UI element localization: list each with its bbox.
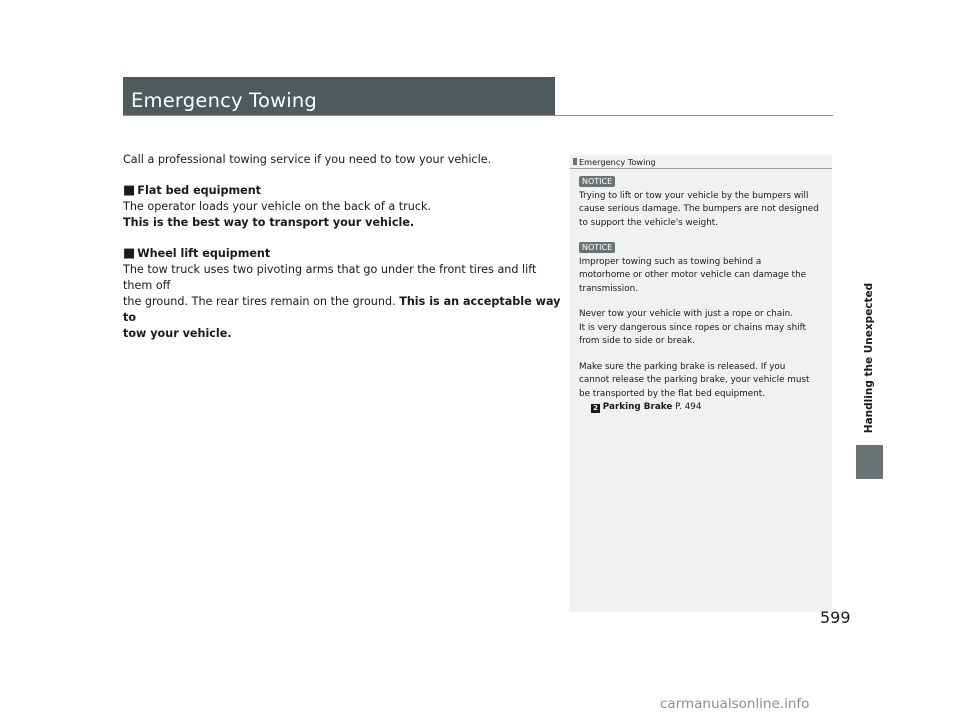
- cross-reference-link[interactable]: [579, 401, 829, 415]
- flat-bed-text: The operator loads your vehicle on the back of a truck.: [123, 200, 432, 213]
- page-number: 599: [820, 608, 851, 627]
- para1-line: Never tow your vehicle with just a rope or chain.: [579, 309, 794, 319]
- notice1-line: Trying to lift or tow your vehicle by the bumpers will: [579, 190, 809, 201]
- para2-line: be transported by the flat bed equipment.: [579, 388, 766, 399]
- page-title-bar: [123, 77, 555, 115]
- notice2-line: Improper towing such as towing behind a: [579, 256, 762, 267]
- watermark-text: carmanualsonline.info: [660, 696, 810, 712]
- wheel-lift-bold-line3: tow your vehicle.: [123, 327, 232, 340]
- intro-text: Call a professional towing service if you need to tow your vehicle.: [123, 153, 492, 166]
- section-heading-wheel-lift: ■ Wheel lift equipment: [123, 246, 271, 261]
- notice1-line: cause serious damage. The bumpers are not designed: [579, 204, 819, 214]
- notice-badge: NOTICE: [579, 242, 615, 253]
- para2-line: Make sure the parking brake is released. If you: [579, 361, 786, 372]
- reference-arrow-icon: 2: [591, 404, 600, 413]
- reference-page: P. 494: [675, 402, 702, 412]
- square-bullet-icon: ■: [123, 246, 136, 261]
- sidebar-marker-icon: [573, 158, 577, 165]
- notice1-line: to support the vehicle's weight.: [579, 217, 719, 228]
- title-divider: [123, 115, 833, 116]
- section-thumb-tab: [856, 445, 883, 479]
- main-content: [123, 152, 563, 342]
- page-title: Emergency Towing: [131, 89, 318, 112]
- notice-badge: NOTICE: [579, 176, 615, 187]
- reference-label: Parking Brake: [602, 402, 673, 412]
- notice2-line: transmission.: [579, 283, 638, 294]
- wheel-lift-text-line2: the ground. The rear tires remain on the ground. This is an acceptable way to: [123, 295, 561, 324]
- square-bullet-icon: ■: [123, 183, 136, 198]
- sidebar-content: [579, 176, 829, 415]
- section-heading-flat-bed: ■ Flat bed equipment: [123, 183, 262, 198]
- para2-line: cannot release the parking brake, your vehicle must: [579, 375, 810, 385]
- sidebar-header: Emergency Towing: [570, 156, 832, 169]
- flat-bed-bold-text: This is the best way to transport your vehicle.: [123, 216, 415, 229]
- wheel-lift-text-line1: The tow truck uses two pivoting arms that go under the front tires and lift them off: [123, 263, 537, 292]
- para1-line: from side to side or break.: [579, 336, 696, 346]
- section-side-label: Handling the Unexpected: [863, 282, 875, 434]
- notice2-line: motorhome or other motor vehicle can damage the: [579, 270, 807, 280]
- para1-line: It is very dangerous since ropes or chains may shift: [579, 322, 806, 333]
